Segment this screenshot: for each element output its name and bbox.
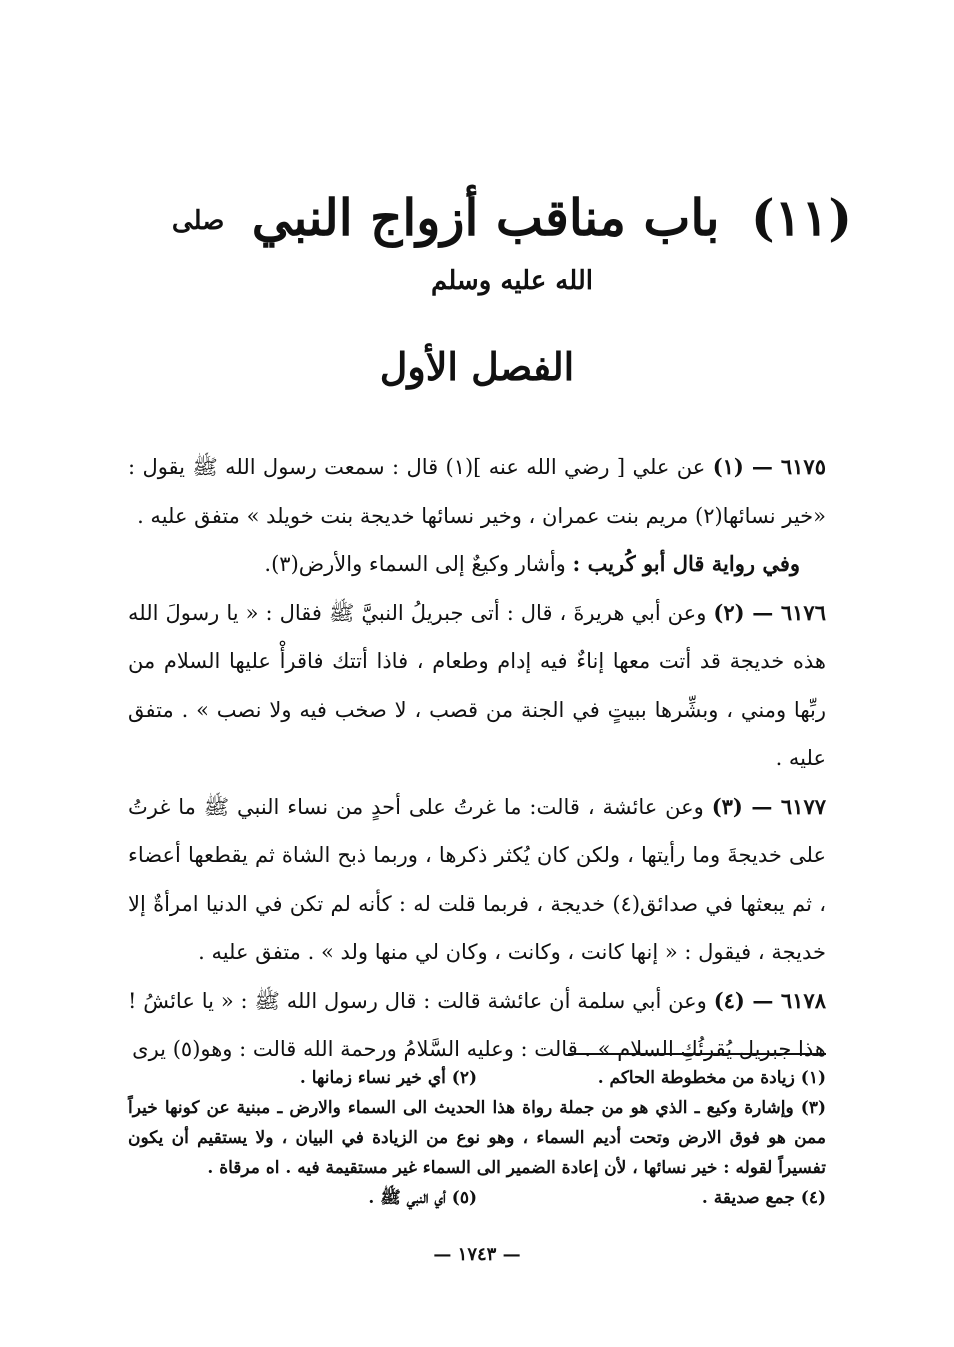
hadith-number: ٦١٧٨ — (٤) [713,987,826,1013]
hadith-paragraph [128,977,826,1074]
narration-lead: وفي رواية قال أبو كُريب : [572,551,800,576]
footnote-row [128,1063,826,1093]
section-title: الفصل الأول [379,344,575,389]
footnote-4: (٤) جمع صديقة . [701,1188,826,1208]
narration-note [128,540,826,589]
chapter-title [150,188,874,308]
hadith-body [128,443,826,1074]
chapter-title-text: باب مناقب أزواج النبي [251,188,720,247]
footnotes [128,1063,826,1213]
hadith-paragraph [128,783,826,977]
footnote-divider [568,1053,826,1055]
footnote-5: (٥) أي النبي ﷺ . [368,1188,477,1208]
footnote-1: (١) زيادة من مخطوطة الحاكم . [597,1068,826,1088]
narration-text: وأشار وكيعٌ إلى السماء والأرض(٣). [264,552,566,576]
footnote-row [128,1183,826,1213]
hadith-text: عن علي [ رضي الله عنه ](١) قال : سمعت رسول الله ﷺ يقول : «خير نسائها(٢) مريم بنت عمران ، وخير نسائها خديجة بنت خويلد » متفق عليه . [128,455,826,528]
hadith-text: وعن عائشة ، قالت: ما غرتُ على أحدٍ من نساء النبي ﷺ ما غرتُ على خديجةَ وما رأيتها ، ولكن كان يُكثر ذكرها ، وربما ذبح الشاة ثم يقطعها أعضاء ، ثم يبعثها في صدائق(٤) خديجة ، فربما قلت له : كأنه لم تكن في الدنيا امرأةٌ إلا خديجة ، فيقول : « إنها كانت ، وكانت ، وكان لي منها ولد » . متفق عليه . [128,794,827,964]
hadith-paragraph [128,443,826,540]
hadith-number: ٦١٧٥ — (١) [712,454,826,479]
footnote-2: (٢) أي خير نساء زمانها . [299,1068,477,1088]
hadith-number: ٦١٧٧ — (٣) [711,793,827,819]
footnote-3: (٣) وإشارة وكيع ـ الذي هو من جملة رواة هذا الحديث الى السماء والارض ـ مبنية عن كونها خيراً ممن هو فوق الارض وتحت أديم السماء ، وهو نوع من الزيادة في البيان ، ولا يستقيم أن يكون تفسيراً لقوله : خير نسائها ، لأن إعادة الضمير الى السماء غير مستقيمة فيه . اه مرقاة . [128,1098,826,1178]
page-number: — ١٧٤٣ — [433,1244,521,1265]
hadith-paragraph [128,589,826,783]
honorific-glyph: صلى الله عليه وسلم [171,206,593,297]
hadith-text: وعن أبي هريرةَ ، قال : أتى جبريلُ النبيَّ ﷺ فقال : « يا رسولَ الله هذه خديجة قد أتت معها إناءٌ فيه إدام وطعام ، فاذا أتتك فاقرأْ عليها السلام من ربِّها ومني ، وبشِّرها ببيتٍ في الجنة من قصب ، لا صخب فيه ولا نصب » . متفق عليه . [128,600,826,770]
hadith-text: وعن أبي سلمة أن عائشة قالت : قال رسول الله ﷺ : « يا عائشُ ! هذا جبريل يُقرئُكِ السلام » . قالت : وعليه السَّلامُ ورحمة الله قالت : وهو(٥) يرى [128,988,826,1061]
chapter-number: (١١) [751,188,853,247]
hadith-number: ٦١٧٦ — (٢) [713,599,826,625]
